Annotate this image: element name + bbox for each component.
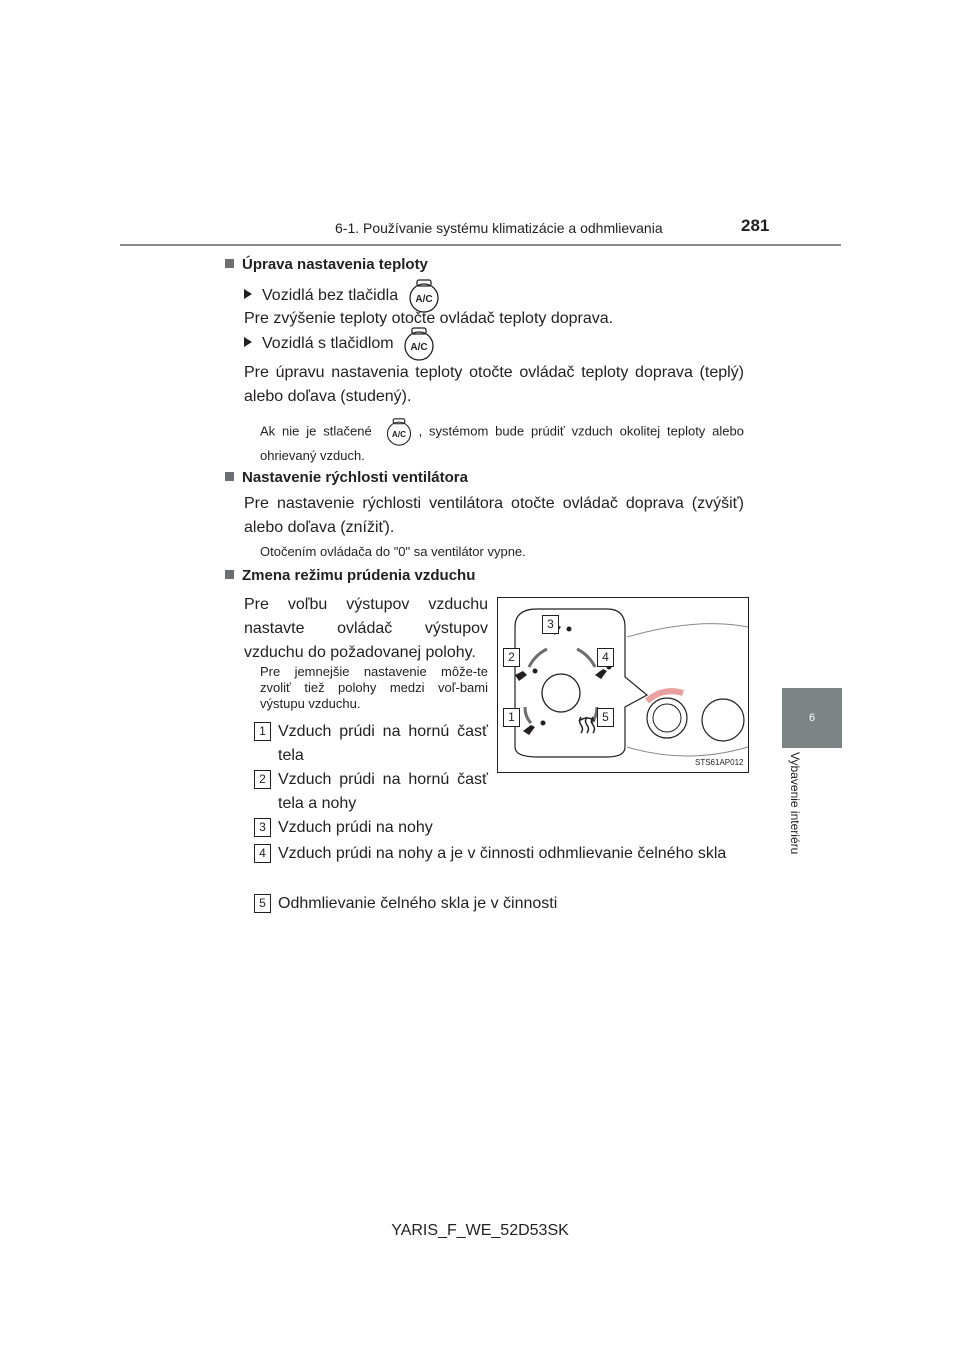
temp-note: Ak nie je stlačené A/C , systémom bude prúdiť vzduch okolitej teploty alebo ohrievaný vzduch. [260, 418, 744, 466]
figure-marker-5: 5 [597, 708, 614, 727]
item-number-badge: 4 [254, 844, 271, 863]
section-bullet-icon [225, 570, 234, 579]
arrow-bullet-icon [244, 337, 252, 347]
airflow-mode-diagram [497, 597, 749, 773]
no-ac-label: Vozidlá bez tlačidla A/C [244, 279, 441, 313]
page-number: 281 [741, 216, 770, 235]
arrow-bullet-icon [244, 289, 252, 299]
section-bullet-icon [225, 259, 234, 268]
temp-heading: Úprava nastavenia teploty [225, 256, 428, 273]
chapter-tab [782, 688, 842, 748]
mode-text: Pre voľbu výstupov vzduchu nastavte ovládač výstupov vzduchu do požadovanej polohy. [244, 596, 488, 661]
figure-code: STS61AP012 [695, 758, 744, 767]
fan-text: Pre nastavenie rýchlosti ventilátora otočte ovládač doprava (zvýšiť) alebo doľava (znížiť). [244, 495, 744, 536]
section-bullet-icon [225, 472, 234, 481]
mode-heading: Zmena režimu prúdenia vzduchu [225, 567, 475, 584]
figure-marker-4: 4 [597, 648, 614, 667]
fan-note: Otočením ovládača do "0" sa ventilátor vypne. [260, 544, 526, 559]
svg-text:A/C: A/C [414, 294, 433, 305]
chapter-number: 6 [808, 712, 816, 724]
ac-button-icon [402, 327, 436, 361]
svg-text:A/C: A/C [391, 429, 406, 439]
no-ac-text: Pre zvýšenie teploty otočte ovládač teploty doprava. [244, 310, 614, 327]
header-divider [120, 244, 841, 246]
ac-button-icon [385, 418, 413, 446]
figure-marker-2: 2 [503, 648, 520, 667]
item-number-badge: 5 [254, 894, 271, 913]
with-ac-label: Vozidlá s tlačidlom A/C [244, 327, 436, 361]
chapter-label: Vybavenie interiéru [788, 752, 802, 855]
mode-note: Pre jemnejšie nastavenie môže-te zvoliť tiež polohy medzi voľ-bami výstupu vzduchu. [260, 664, 488, 711]
section-title: 6-1. Používanie systému klimatizácie a odhmlievania [335, 220, 663, 236]
figure-marker-3: 3 [542, 615, 559, 634]
with-ac-text: Pre úpravu nastavenia teploty otočte ovládač teploty doprava (teplý) alebo doľava (studený). [244, 364, 744, 405]
svg-text:A/C: A/C [410, 342, 428, 353]
item-number-badge: 3 [254, 818, 271, 837]
fan-heading: Nastavenie rýchlosti ventilátora [225, 469, 468, 486]
model-code: YARIS_F_WE_52D53SK [391, 1222, 569, 1239]
item-number-badge: 2 [254, 770, 271, 789]
airflow-mode-figure [497, 597, 749, 773]
figure-marker-1: 1 [503, 708, 520, 727]
item-number-badge: 1 [254, 722, 271, 741]
